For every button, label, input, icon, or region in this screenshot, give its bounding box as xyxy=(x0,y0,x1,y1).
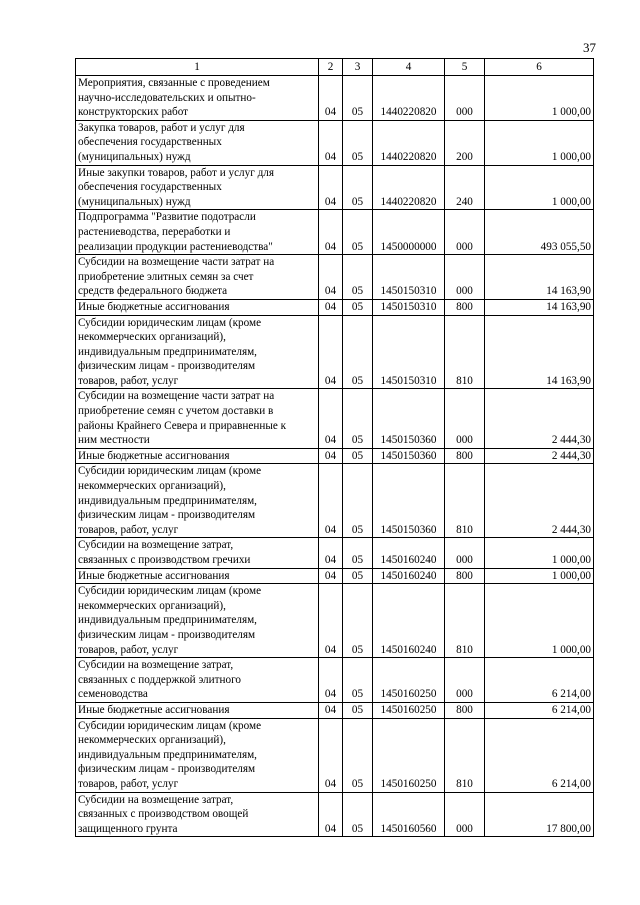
row-name-line: обеспечения государственных xyxy=(78,181,222,194)
row-name-line: ним местности xyxy=(78,434,150,447)
table-row xyxy=(76,538,594,568)
row-name-line: товаров, работ, услуг xyxy=(78,643,179,656)
amount-cell: 493 055,50 xyxy=(485,210,594,255)
row-name-cell xyxy=(76,76,319,121)
target-article-cell: 1440220820 xyxy=(373,165,445,210)
expense-type-cell: 000 xyxy=(445,389,485,448)
row-name-line: индивидуальным предпринимателям, xyxy=(78,494,257,507)
row-name-line: физическим лицам - производителям xyxy=(78,509,256,522)
target-article-cell: 1450150360 xyxy=(373,464,445,538)
row-name-cell xyxy=(76,568,319,584)
target-article-cell: 1450160560 xyxy=(373,792,445,837)
row-name-line: Субсидии на возмещение части затрат на xyxy=(78,256,275,269)
target-article-cell: 1450160250 xyxy=(373,658,445,703)
subsection-code-cell: 05 xyxy=(343,255,373,300)
table-row xyxy=(76,315,594,389)
row-name-line: Субсидии на возмещение затрат, xyxy=(78,659,234,672)
column-header: 2 xyxy=(319,59,343,76)
section-code-cell: 04 xyxy=(319,702,343,718)
row-name-line: Субсидии юридическим лицам (кроме xyxy=(78,719,262,732)
row-name-line: некоммерческих организаций), xyxy=(78,331,226,344)
subsection-code-cell: 05 xyxy=(343,658,373,703)
target-article-cell: 1450000000 xyxy=(373,210,445,255)
subsection-code-cell: 05 xyxy=(343,165,373,210)
target-article-cell: 1450160240 xyxy=(373,584,445,658)
row-name-line: Субсидии юридическим лицам (кроме xyxy=(78,465,262,478)
subsection-code-cell: 05 xyxy=(343,389,373,448)
expense-type-cell: 800 xyxy=(445,448,485,464)
amount-cell: 14 163,90 xyxy=(485,299,594,315)
row-name-line: физическим лицам - производителям xyxy=(78,628,256,641)
row-name-cell xyxy=(76,255,319,300)
row-name-line: связанных с производством гречихи xyxy=(78,554,251,566)
column-header: 1 xyxy=(76,59,319,76)
row-name-line: индивидуальным предпринимателям, xyxy=(78,748,257,761)
table-row xyxy=(76,448,594,464)
amount-cell: 6 214,00 xyxy=(485,702,594,718)
row-name-line: товаров, работ, услуг xyxy=(78,777,179,790)
target-article-cell: 1450160240 xyxy=(373,568,445,584)
section-code-cell: 04 xyxy=(319,448,343,464)
target-article-cell: 1450150310 xyxy=(373,255,445,300)
row-name-line: семеноводства xyxy=(78,688,148,701)
table-row xyxy=(76,389,594,448)
amount-cell: 2 444,30 xyxy=(485,464,594,538)
row-name-line: защищенного грунта xyxy=(78,822,178,835)
table-row xyxy=(76,718,594,792)
row-name-line: (муниципальных) нужд xyxy=(78,195,191,208)
subsection-code-cell: 05 xyxy=(343,538,373,568)
row-name-line: некоммерческих организаций), xyxy=(78,480,226,493)
amount-cell: 6 214,00 xyxy=(485,718,594,792)
amount-cell: 1 000,00 xyxy=(485,76,594,121)
section-code-cell: 04 xyxy=(319,210,343,255)
row-name-line: некоммерческих организаций), xyxy=(78,734,226,747)
row-name-line: (муниципальных) нужд xyxy=(78,150,191,163)
table-row xyxy=(76,568,594,584)
amount-cell: 1 000,00 xyxy=(485,165,594,210)
row-name-line: Субсидии юридическим лицам (кроме xyxy=(78,585,262,598)
expense-type-cell: 240 xyxy=(445,165,485,210)
row-name-line: растениеводства, переработки и xyxy=(78,225,231,238)
amount-cell: 14 163,90 xyxy=(485,315,594,389)
section-code-cell: 04 xyxy=(319,718,343,792)
expense-type-cell: 000 xyxy=(445,658,485,703)
section-code-cell: 04 xyxy=(319,658,343,703)
row-name-cell xyxy=(76,584,319,658)
row-name-line: связанных с поддержкой элитного xyxy=(78,673,241,686)
amount-cell: 1 000,00 xyxy=(485,538,594,568)
row-name-line: реализации продукции растениеводства" xyxy=(78,240,273,253)
row-name-line: Иные бюджетные ассигнования xyxy=(78,449,230,462)
amount-cell: 1 000,00 xyxy=(485,120,594,165)
section-code-cell: 04 xyxy=(319,120,343,165)
row-name-line: индивидуальным предпринимателям, xyxy=(78,614,257,627)
expense-type-cell: 810 xyxy=(445,718,485,792)
table-row xyxy=(76,120,594,165)
target-article-cell: 1450150360 xyxy=(373,389,445,448)
subsection-code-cell: 05 xyxy=(343,315,373,389)
subsection-code-cell: 05 xyxy=(343,299,373,315)
target-article-cell: 1450150360 xyxy=(373,448,445,464)
row-name-line: физическим лицам - производителям xyxy=(78,360,256,373)
section-code-cell: 04 xyxy=(319,389,343,448)
target-article-cell: 1440220820 xyxy=(373,120,445,165)
row-name-cell xyxy=(76,165,319,210)
expense-type-cell: 800 xyxy=(445,299,485,315)
expense-type-cell: 200 xyxy=(445,120,485,165)
row-name-line: приобретение семян с учетом доставки в xyxy=(78,405,274,418)
row-name-line: физическим лицам - производителям xyxy=(78,763,256,776)
expense-type-cell: 810 xyxy=(445,464,485,538)
table-row xyxy=(76,76,594,121)
table-row xyxy=(76,702,594,718)
expense-type-cell: 000 xyxy=(445,210,485,255)
row-name-cell xyxy=(76,315,319,389)
row-name-line: Мероприятия, связанные с проведением xyxy=(78,77,270,89)
row-name-line: районы Крайнего Севера и приравненные к xyxy=(78,419,287,432)
expense-type-cell: 000 xyxy=(445,76,485,121)
table-body xyxy=(76,76,594,837)
amount-cell: 17 800,00 xyxy=(485,792,594,837)
row-name-line: средств федерального бюджета xyxy=(78,285,228,298)
subsection-code-cell: 05 xyxy=(343,718,373,792)
table-header-row xyxy=(76,59,594,76)
row-name-cell xyxy=(76,658,319,703)
row-name-line: товаров, работ, услуг xyxy=(78,374,179,387)
row-name-line: Подпрограмма "Развитие подотрасли xyxy=(78,211,256,224)
row-name-line: Субсидии юридическим лицам (кроме xyxy=(78,316,262,329)
table-row xyxy=(76,464,594,538)
expense-type-cell: 810 xyxy=(445,584,485,658)
row-name-cell xyxy=(76,718,319,792)
expense-type-cell: 800 xyxy=(445,702,485,718)
subsection-code-cell: 05 xyxy=(343,76,373,121)
row-name-line: обеспечения государственных xyxy=(78,136,222,149)
subsection-code-cell: 05 xyxy=(343,120,373,165)
row-name-cell xyxy=(76,464,319,538)
section-code-cell: 04 xyxy=(319,299,343,315)
expense-type-cell: 810 xyxy=(445,315,485,389)
table-row xyxy=(76,584,594,658)
table-row xyxy=(76,210,594,255)
row-name-line: Субсидии на возмещение затрат, xyxy=(78,539,234,552)
row-name-line: конструкторских работ xyxy=(78,106,189,119)
row-name-line: связанных с производством овощей xyxy=(78,808,249,821)
subsection-code-cell: 05 xyxy=(343,448,373,464)
section-code-cell: 04 xyxy=(319,568,343,584)
row-name-line: товаров, работ, услуг xyxy=(78,523,179,536)
row-name-line: индивидуальным предпринимателям, xyxy=(78,345,257,358)
target-article-cell: 1450150310 xyxy=(373,299,445,315)
section-code-cell: 04 xyxy=(319,538,343,568)
amount-cell: 6 214,00 xyxy=(485,658,594,703)
target-article-cell: 1450150310 xyxy=(373,315,445,389)
row-name-line: Закупка товаров, работ и услуг для xyxy=(78,121,245,134)
row-name-line: Иные закупки товаров, работ и услуг для xyxy=(78,166,275,179)
column-header: 4 xyxy=(373,59,445,76)
amount-cell: 1 000,00 xyxy=(485,568,594,584)
section-code-cell: 04 xyxy=(319,165,343,210)
budget-table xyxy=(75,58,594,837)
subsection-code-cell: 05 xyxy=(343,792,373,837)
column-header: 3 xyxy=(343,59,373,76)
column-header: 5 xyxy=(445,59,485,76)
row-name-cell xyxy=(76,210,319,255)
target-article-cell: 1450160240 xyxy=(373,538,445,568)
subsection-code-cell: 05 xyxy=(343,568,373,584)
table-row xyxy=(76,299,594,315)
page-number: 37 xyxy=(583,40,596,55)
section-code-cell: 04 xyxy=(319,315,343,389)
row-name-line: некоммерческих организаций), xyxy=(78,599,226,612)
row-name-cell xyxy=(76,389,319,448)
row-name-line: научно-исследовательских и опытно- xyxy=(78,91,256,104)
row-name-cell xyxy=(76,120,319,165)
subsection-code-cell: 05 xyxy=(343,210,373,255)
expense-type-cell: 000 xyxy=(445,255,485,300)
row-name-line: приобретение элитных семян за счет xyxy=(78,270,254,283)
target-article-cell: 1440220820 xyxy=(373,76,445,121)
row-name-cell xyxy=(76,792,319,837)
section-code-cell: 04 xyxy=(319,584,343,658)
expense-type-cell: 800 xyxy=(445,568,485,584)
row-name-cell xyxy=(76,538,319,568)
row-name-line: Субсидии на возмещение затрат, xyxy=(78,793,234,806)
subsection-code-cell: 05 xyxy=(343,464,373,538)
row-name-line: Иные бюджетные ассигнования xyxy=(78,703,230,716)
section-code-cell: 04 xyxy=(319,76,343,121)
target-article-cell: 1450160250 xyxy=(373,702,445,718)
section-code-cell: 04 xyxy=(319,464,343,538)
amount-cell: 1 000,00 xyxy=(485,584,594,658)
row-name-cell xyxy=(76,299,319,315)
table-row xyxy=(76,792,594,837)
expense-type-cell: 000 xyxy=(445,792,485,837)
column-header: 6 xyxy=(485,59,594,76)
row-name-cell xyxy=(76,448,319,464)
target-article-cell: 1450160250 xyxy=(373,718,445,792)
expense-type-cell: 000 xyxy=(445,538,485,568)
subsection-code-cell: 05 xyxy=(343,584,373,658)
subsection-code-cell: 05 xyxy=(343,702,373,718)
row-name-line: Иные бюджетные ассигнования xyxy=(78,569,230,582)
row-name-line: Субсидии на возмещение части затрат на xyxy=(78,390,275,403)
amount-cell: 2 444,30 xyxy=(485,389,594,448)
table-row xyxy=(76,255,594,300)
section-code-cell: 04 xyxy=(319,792,343,837)
amount-cell: 2 444,30 xyxy=(485,448,594,464)
row-name-line: Иные бюджетные ассигнования xyxy=(78,300,230,313)
section-code-cell: 04 xyxy=(319,255,343,300)
amount-cell: 14 163,90 xyxy=(485,255,594,300)
table-row xyxy=(76,658,594,703)
row-name-cell xyxy=(76,702,319,718)
table-row xyxy=(76,165,594,210)
